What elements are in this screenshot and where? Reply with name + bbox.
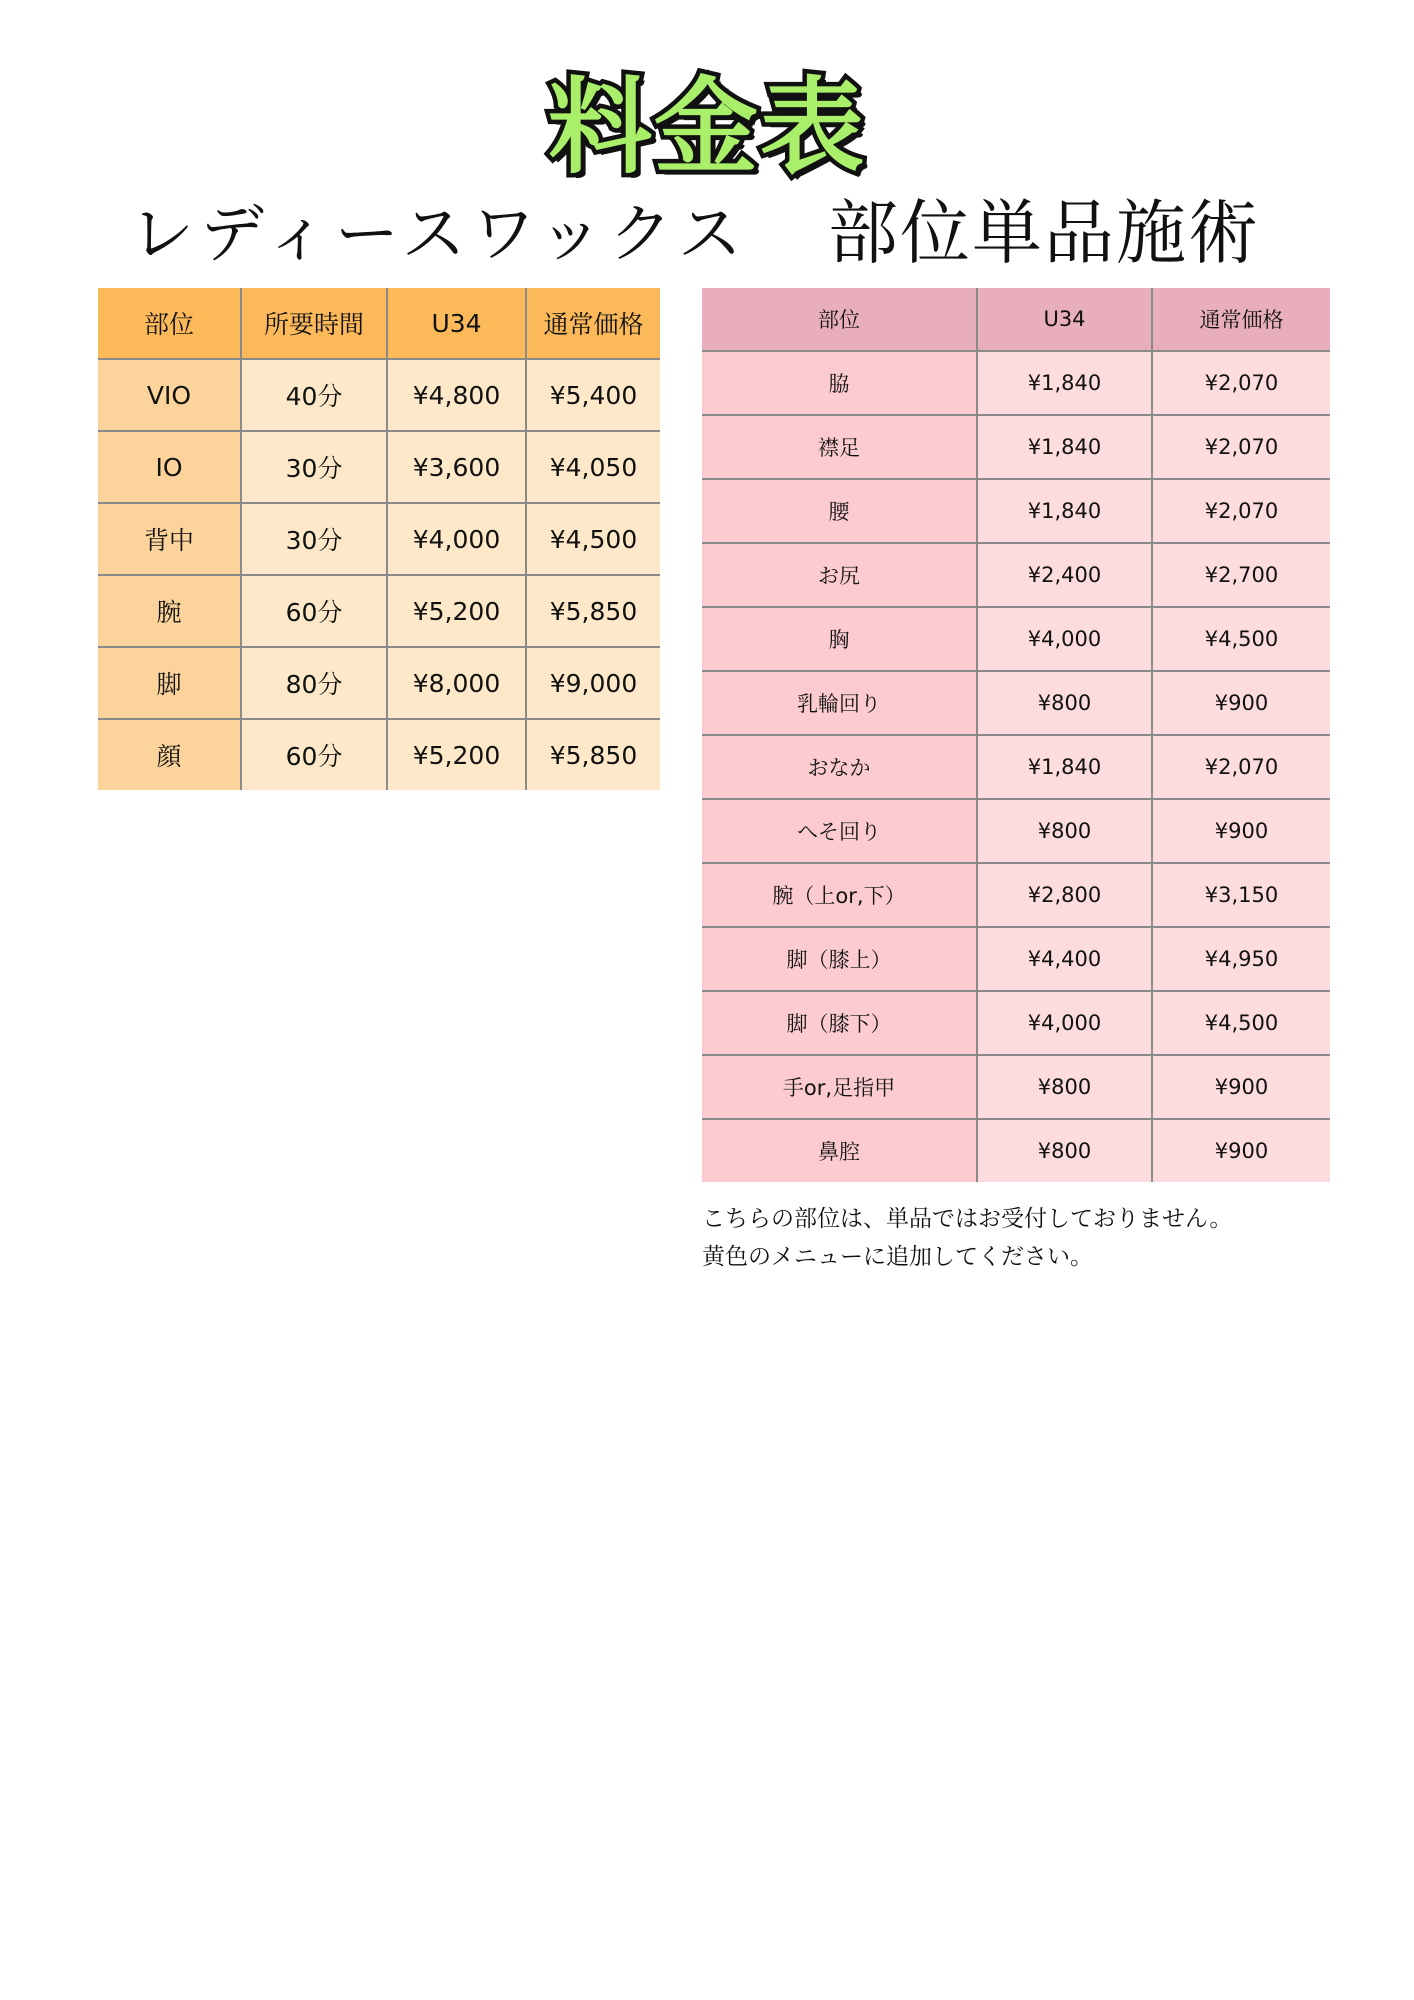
cell-u34-price: ¥3,600 [387, 431, 526, 503]
cell-regular-price: ¥900 [1152, 1055, 1330, 1119]
cell-regular-price: ¥900 [1152, 671, 1330, 735]
table-row [702, 607, 1330, 671]
note-line: こちらの部位は、単品ではお受付しておりません。 [702, 1206, 1233, 1232]
cell-u34-price: ¥1,840 [977, 479, 1152, 543]
cell-regular-price: ¥5,850 [526, 719, 660, 790]
cell-regular-price: ¥900 [1152, 1119, 1330, 1182]
cell-u34-price: ¥8,000 [387, 647, 526, 719]
cell-part: 手or,足指甲 [702, 1055, 977, 1119]
column-header-part: 部位 [702, 288, 977, 351]
cell-part: 脚（膝上） [702, 927, 977, 991]
cell-regular-price: ¥4,500 [1152, 607, 1330, 671]
cell-part: 腕（上or,下） [702, 863, 977, 927]
cell-u34-price: ¥1,840 [977, 735, 1152, 799]
column-header-duration: 所要時間 [241, 288, 387, 359]
column-header-u34: U34 [977, 288, 1152, 351]
cell-duration: 60分 [241, 575, 387, 647]
table-row [702, 671, 1330, 735]
table-row [702, 927, 1330, 991]
page-title: 料金表 [547, 66, 866, 188]
cell-u34-price: ¥2,400 [977, 543, 1152, 607]
subtitle-ladies-wax: レディースワックス [130, 198, 748, 272]
cell-regular-price: ¥4,050 [526, 431, 660, 503]
table-header-row [702, 288, 1330, 351]
cell-u34-price: ¥4,400 [977, 927, 1152, 991]
column-header-regular-price: 通常価格 [526, 288, 660, 359]
table-row [702, 863, 1330, 927]
cell-regular-price: ¥900 [1152, 799, 1330, 863]
table-row [702, 479, 1330, 543]
cell-u34-price: ¥800 [977, 671, 1152, 735]
single-part-price-table [702, 288, 1330, 1182]
cell-regular-price: ¥2,070 [1152, 479, 1330, 543]
cell-u34-price: ¥2,800 [977, 863, 1152, 927]
cell-part: 鼻腔 [702, 1119, 977, 1182]
cell-part: IO [98, 431, 241, 503]
cell-u34-price: ¥800 [977, 1119, 1152, 1182]
table-row [98, 431, 660, 503]
cell-part: 襟足 [702, 415, 977, 479]
cell-u34-price: ¥4,000 [977, 991, 1152, 1055]
cell-part: 胸 [702, 607, 977, 671]
cell-regular-price: ¥2,070 [1152, 351, 1330, 415]
cell-regular-price: ¥5,850 [526, 575, 660, 647]
cell-u34-price: ¥5,200 [387, 575, 526, 647]
cell-regular-price: ¥2,700 [1152, 543, 1330, 607]
table-row [98, 575, 660, 647]
cell-part: 腕 [98, 575, 241, 647]
column-header-part: 部位 [98, 288, 241, 359]
cell-u34-price: ¥1,840 [977, 415, 1152, 479]
cell-part: 顔 [98, 719, 241, 790]
cell-part: 脇 [702, 351, 977, 415]
column-header-regular-price: 通常価格 [1152, 288, 1330, 351]
cell-part: 腰 [702, 479, 977, 543]
note-text [702, 1200, 1342, 1276]
cell-part: おなか [702, 735, 977, 799]
cell-u34-price: ¥1,840 [977, 351, 1152, 415]
cell-u34-price: ¥4,800 [387, 359, 526, 431]
cell-duration: 30分 [241, 431, 387, 503]
cell-regular-price: ¥9,000 [526, 647, 660, 719]
cell-u34-price: ¥800 [977, 1055, 1152, 1119]
note-line: 黄色のメニューに追加してください。 [702, 1244, 1093, 1270]
course-price-table [98, 288, 660, 790]
cell-regular-price: ¥2,070 [1152, 735, 1330, 799]
cell-part: お尻 [702, 543, 977, 607]
cell-part: 脚 [98, 647, 241, 719]
cell-duration: 60分 [241, 719, 387, 790]
table-row [702, 351, 1330, 415]
cell-part: へそ回り [702, 799, 977, 863]
cell-part: VIO [98, 359, 241, 431]
table-header-row [98, 288, 660, 359]
table-row [702, 799, 1330, 863]
cell-part: 脚（膝下） [702, 991, 977, 1055]
table-row [98, 719, 660, 790]
cell-duration: 40分 [241, 359, 387, 431]
table-row [702, 991, 1330, 1055]
cell-regular-price: ¥5,400 [526, 359, 660, 431]
table-row [702, 1055, 1330, 1119]
subtitle-single-part: 部位単品施術 [828, 192, 1260, 274]
cell-regular-price: ¥4,500 [526, 503, 660, 575]
table-row [702, 1119, 1330, 1182]
table-row [702, 735, 1330, 799]
cell-part: 乳輪回り [702, 671, 977, 735]
cell-regular-price: ¥4,500 [1152, 991, 1330, 1055]
table-row [702, 415, 1330, 479]
cell-part: 背中 [98, 503, 241, 575]
cell-regular-price: ¥2,070 [1152, 415, 1330, 479]
cell-regular-price: ¥3,150 [1152, 863, 1330, 927]
cell-regular-price: ¥4,950 [1152, 927, 1330, 991]
cell-duration: 30分 [241, 503, 387, 575]
cell-u34-price: ¥4,000 [977, 607, 1152, 671]
table-row [702, 543, 1330, 607]
cell-u34-price: ¥800 [977, 799, 1152, 863]
table-row [98, 503, 660, 575]
column-header-u34: U34 [387, 288, 526, 359]
table-row [98, 647, 660, 719]
cell-u34-price: ¥5,200 [387, 719, 526, 790]
table-row [98, 359, 660, 431]
cell-duration: 80分 [241, 647, 387, 719]
cell-u34-price: ¥4,000 [387, 503, 526, 575]
